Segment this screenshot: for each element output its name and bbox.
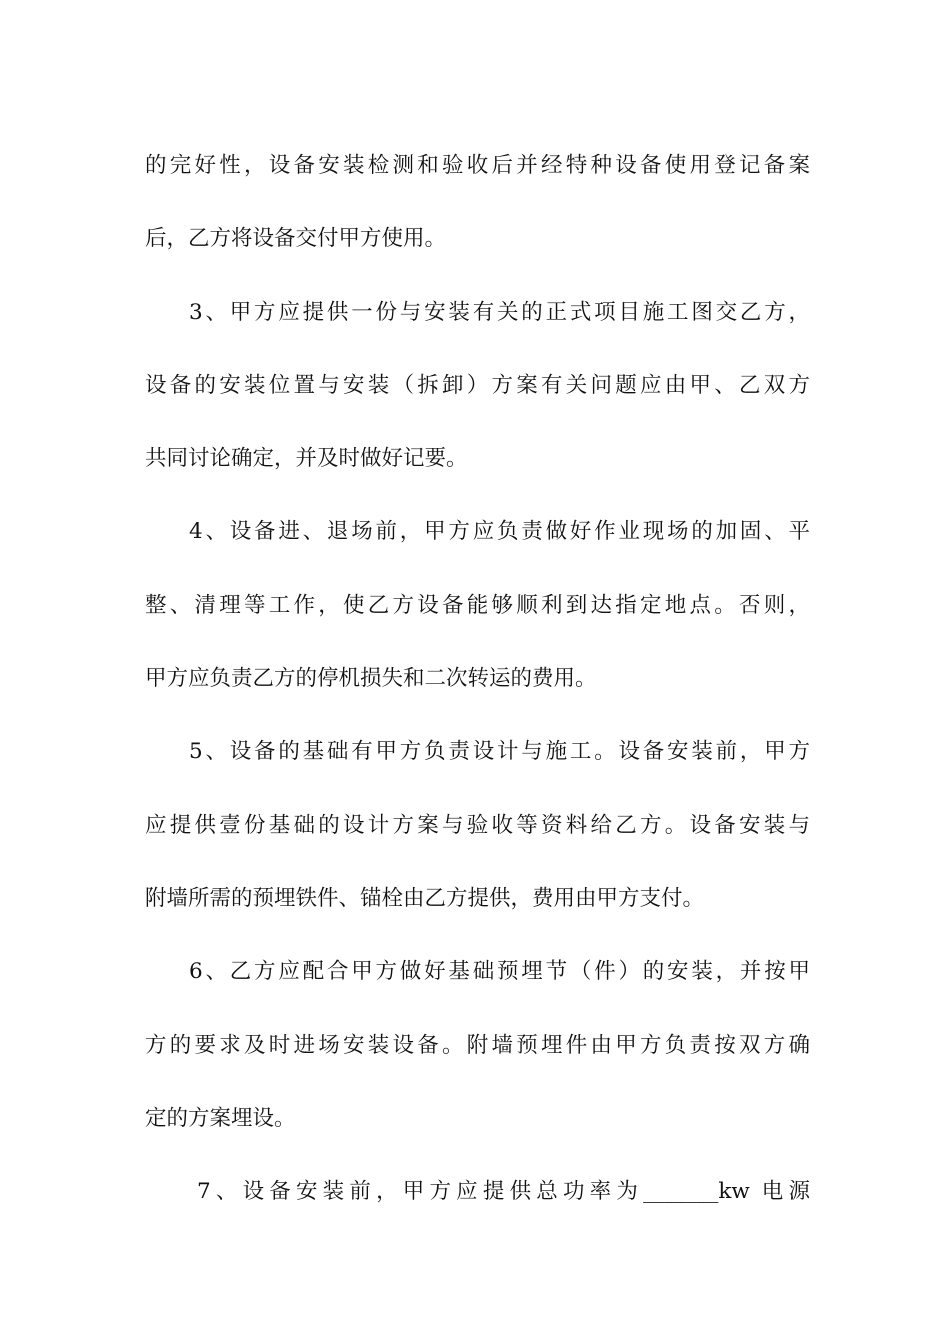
paragraph-line: 6、乙方应配合甲方做好基础预埋节（件）的安装，并按甲 bbox=[189, 959, 810, 985]
paragraph-line: 共同讨论确定，并及时做好记要。 bbox=[145, 446, 468, 472]
paragraph-line: 设备的安装位置与安装（拆卸）方案有关问题应由甲、乙双方 bbox=[145, 372, 810, 398]
paragraph-line: 定的方案埋设。 bbox=[145, 1105, 296, 1131]
paragraph-line: 方的要求及时进场安装设备。附墙预埋件由甲方负责按双方确 bbox=[145, 1032, 810, 1058]
paragraph-line: 5、设备的基础有甲方负责设计与施工。设备安装前，甲方 bbox=[189, 739, 810, 765]
paragraph-line: 7、设备安装前，甲方应提供总功率为_______kw 电源 bbox=[197, 1179, 810, 1205]
paragraph-line: 应提供壹份基础的设计方案与验收等资料给乙方。设备安装与 bbox=[145, 812, 810, 838]
paragraph-line: 附墙所需的预埋铁件、锚栓由乙方提供，费用由甲方支付。 bbox=[145, 885, 705, 911]
paragraph-line: 3、甲方应提供一份与安装有关的正式项目施工图交乙方， bbox=[189, 299, 810, 325]
paragraph-line: 甲方应负责乙方的停机损失和二次转运的费用。 bbox=[145, 666, 597, 692]
paragraph-line: 后，乙方将设备交付甲方使用。 bbox=[145, 226, 447, 252]
paragraph-line: 4、设备进、退场前，甲方应负责做好作业现场的加固、平 bbox=[189, 519, 810, 545]
paragraph-line: 整、清理等工作，使乙方设备能够顺利到达指定地点。否则， bbox=[145, 592, 810, 618]
paragraph-line: 的完好性，设备安装检测和验收后并经特种设备使用登记备案 bbox=[145, 153, 810, 178]
document-body bbox=[145, 129, 810, 1228]
